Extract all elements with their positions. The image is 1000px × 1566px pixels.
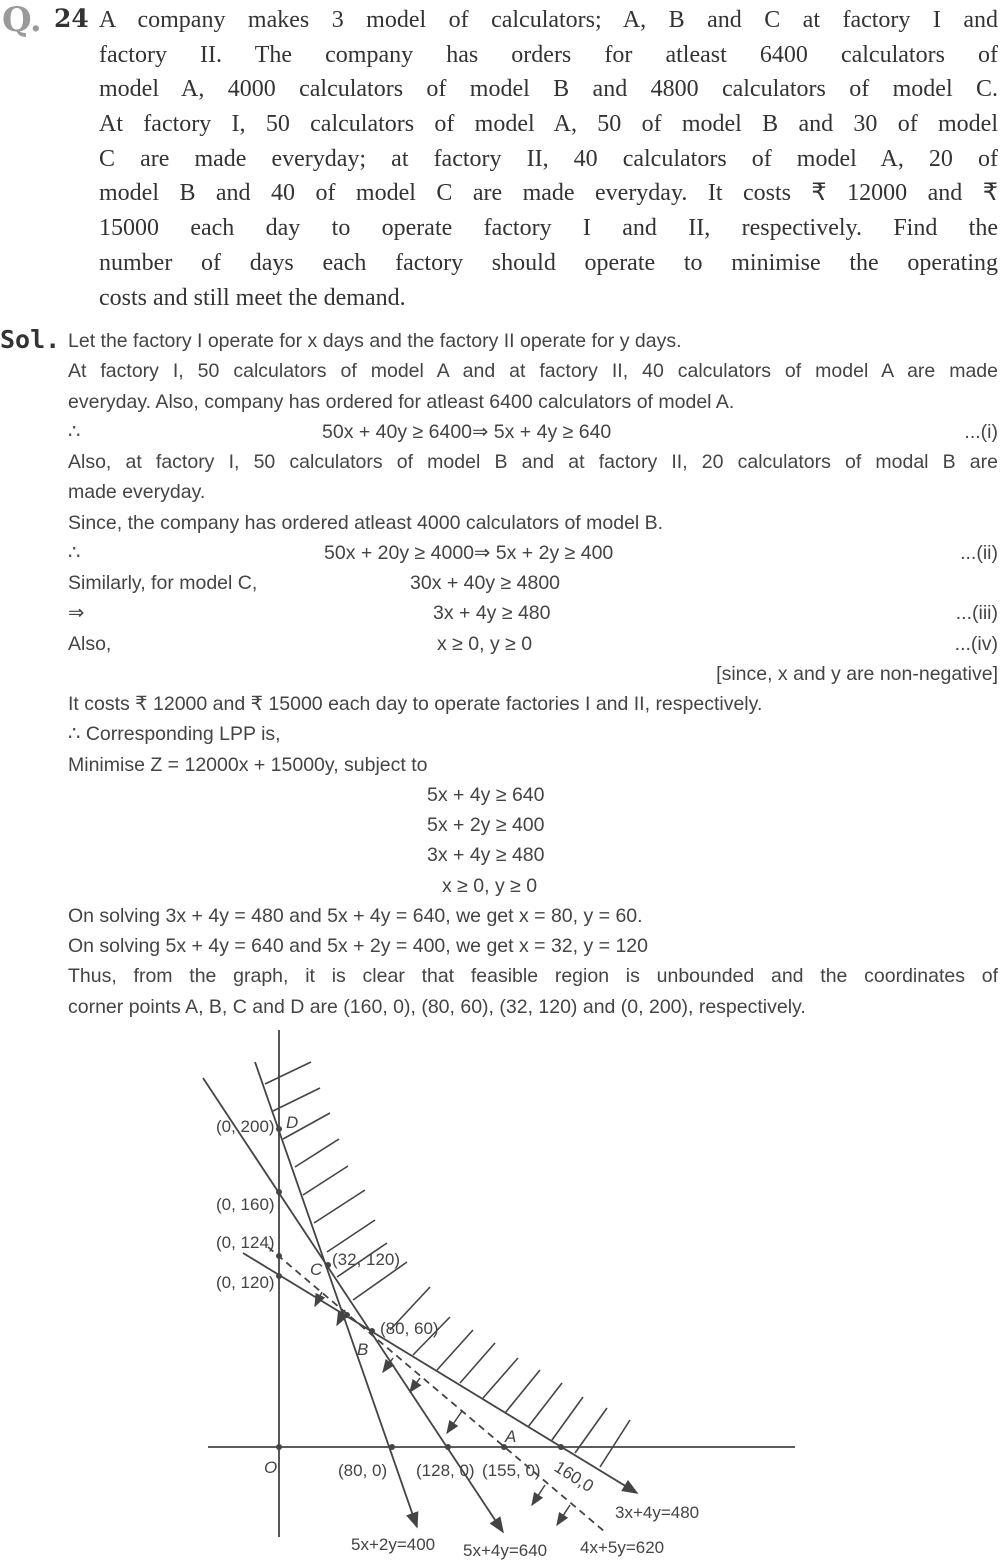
coord-label: 160,0	[550, 1457, 598, 1496]
equation-lead: Similarly, for model C,	[68, 572, 258, 594]
solution-line: made everyday.	[68, 481, 206, 504]
equation-tag: ...(ii)	[960, 541, 998, 564]
question-line: At factory I, 50 calculators of model A, 50 of model B and 30 of model	[99, 111, 998, 138]
solution-label: Sol.	[0, 325, 61, 354]
solution-line: At factory I, 50 calculators of model A and at factory II, 40 calculators of model A are made	[68, 360, 998, 383]
direction-arrows	[315, 1292, 570, 1525]
question-line: model B and 40 of model C are made everyday. It costs ₹ 12000 and ₹	[99, 180, 998, 207]
constraint: 5x + 2y ≥ 400	[427, 814, 545, 836]
solution-line: It costs ₹ 12000 and ₹ 15000 each day to operate factories I and II, respectively.	[68, 693, 763, 715]
line-3x-4y-480	[243, 1253, 637, 1493]
question-line: model A, 4000 calculators of model B and 4800 calculators of model C.	[99, 76, 998, 103]
coord-label: (80, 0)	[338, 1461, 388, 1480]
solution-line: Thus, from the graph, it is clear that feasible region is unbounded and the coordinates of	[68, 965, 998, 988]
equation: 30x + 40y ≥ 4800	[410, 572, 561, 594]
note: [since, x and y are non-negative]	[716, 662, 998, 685]
coord-label: (80, 60)	[380, 1319, 439, 1338]
line-label: 3x+4y=480	[615, 1503, 700, 1522]
equation: x ≥ 0, y ≥ 0	[437, 632, 533, 655]
question-number: 24	[54, 4, 89, 33]
question-line: C are made everyday; at factory II, 40 calculators of model A, 20 of	[99, 145, 998, 172]
solution-line: Also, at factory I, 50 calculators of model B and at factory II, 20 calculators of modal B are	[68, 451, 998, 473]
graph-points	[276, 1126, 564, 1450]
equation-tag: ...(i)	[964, 420, 998, 443]
question-line: 15000 each day to operate factory I and II, respectively. Find the	[99, 215, 998, 242]
question-label: Q.	[2, 0, 42, 40]
line-label: 4x+5y=620	[580, 1538, 665, 1557]
equation-tag: ...(iii)	[955, 602, 998, 625]
equation: 3x + 4y ≥ 480	[433, 602, 551, 625]
constraint: x ≥ 0, y ≥ 0	[442, 874, 538, 897]
solution-line: everyday. Also, company has ordered for atleast 6400 calculators of model A.	[68, 390, 735, 413]
line-4x-5y-620	[268, 1247, 605, 1532]
coord-label: (0, 200)	[216, 1117, 275, 1136]
question-line: number of days each factory should operate to minimise the operating	[99, 249, 998, 276]
solution-line: On solving 3x + 4y = 480 and 5x + 4y = 640, we get x = 80, y = 60.	[68, 904, 643, 927]
implies-symbol: ⇒	[68, 602, 85, 625]
solution-line: Let the factory I operate for x days and the factory II operate for y days.	[68, 330, 682, 352]
equation: 50x + 40y ≥ 6400⇒ 5x + 4y ≥ 640	[322, 420, 612, 443]
line-label: 5x+2y=400	[351, 1535, 436, 1554]
coord-label: (0, 120)	[216, 1273, 275, 1292]
origin-label: O	[264, 1458, 278, 1477]
coord-label: (128, 0)	[416, 1461, 475, 1480]
therefore-symbol: ∴	[68, 420, 81, 443]
constraint: 3x + 4y ≥ 480	[427, 844, 545, 867]
coord-label: (32, 120)	[332, 1250, 401, 1269]
point-b-label: B	[357, 1340, 369, 1359]
coord-label: (155, 0)	[482, 1461, 541, 1480]
line-label: 5x+4y=640	[463, 1541, 548, 1560]
coord-label: (0, 160)	[216, 1195, 275, 1214]
question-line: costs and still meet the demand.	[99, 284, 406, 311]
point-c-label: C	[310, 1260, 323, 1279]
solution-line: corner points A, B, C and D are (160, 0), (80, 60), (32, 120) and (0, 200), respectively.	[68, 995, 806, 1018]
solution-line: On solving 5x + 4y = 640 and 5x + 2y = 400, we get x = 32, y = 120	[68, 935, 648, 957]
coord-label: (0, 124)	[216, 1233, 275, 1252]
equation-lead: Also,	[68, 632, 112, 655]
solution-line: ∴ Corresponding LPP is,	[68, 723, 281, 746]
solution-line: Minimise Z = 12000x + 15000y, subject to	[68, 753, 428, 776]
point-d-label: D	[286, 1113, 299, 1132]
point-a-label: A	[505, 1427, 517, 1446]
equation: 50x + 20y ≥ 4000⇒ 5x + 2y ≥ 400	[324, 541, 614, 564]
question-line: A company makes 3 model of calculators; A, B and C at factory I and	[99, 7, 998, 33]
question-line: factory II. The company has orders for atleast 6400 calculators of	[99, 41, 998, 68]
therefore-symbol: ∴	[68, 541, 81, 564]
constraint: 5x + 4y ≥ 640	[427, 783, 545, 806]
solution-line: Since, the company has ordered atleast 4000 calculators of model B.	[68, 511, 664, 534]
equation-tag: ...(iv)	[954, 632, 998, 655]
